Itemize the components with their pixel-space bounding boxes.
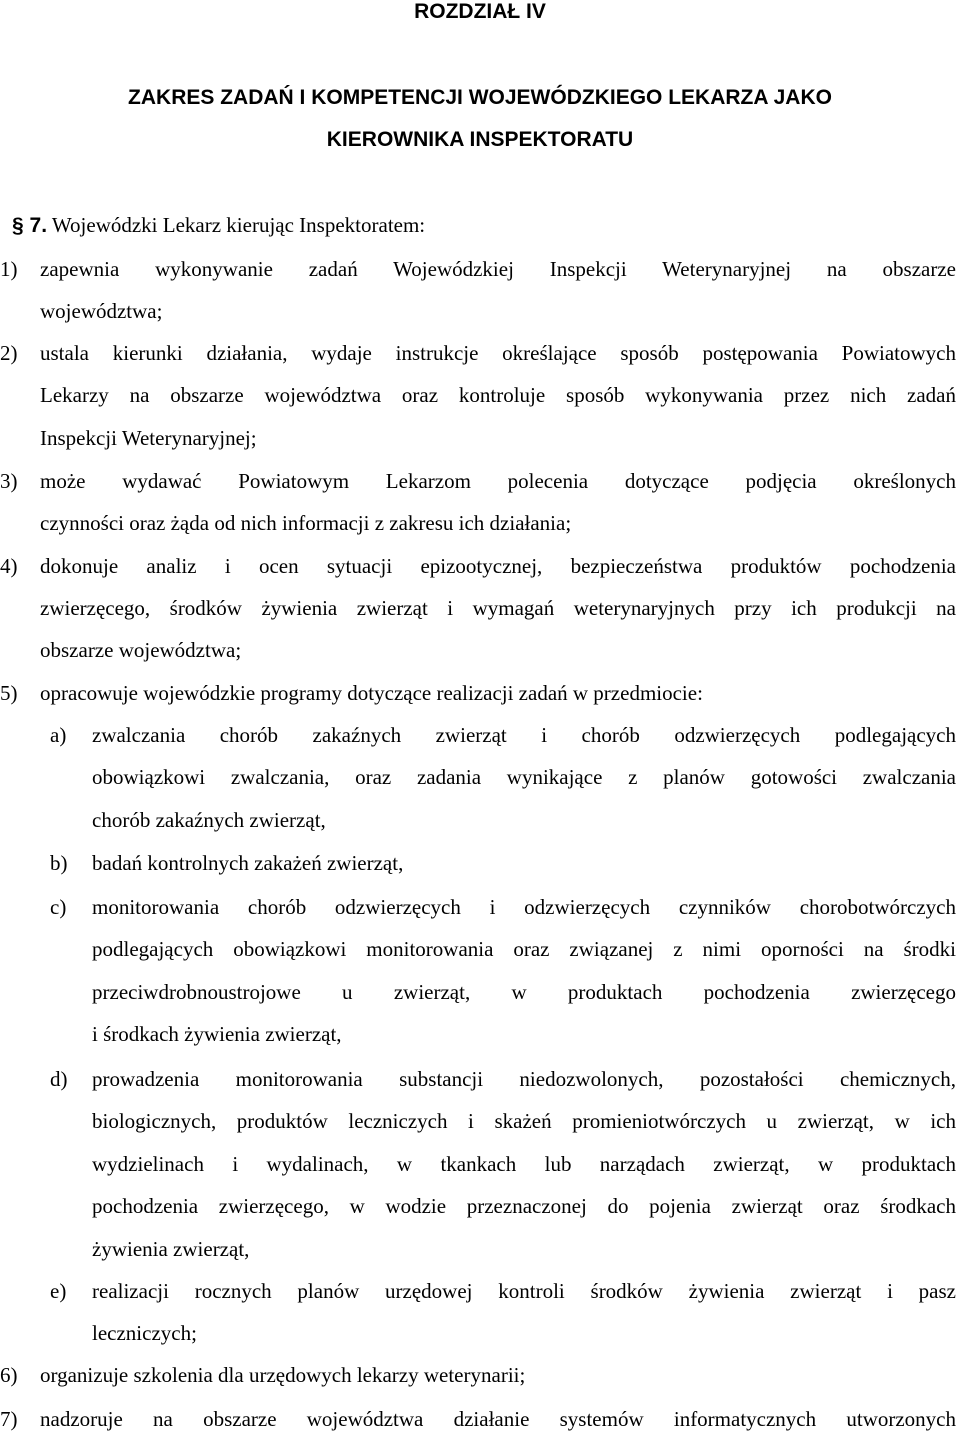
subitem-c-line-3: przeciwdrobnoustrojowe u zwierząt, w produktach pochodzenia zwierzęcego [92, 980, 956, 1004]
title-line-1: ZAKRES ZADAŃ I KOMPETENCJI WOJEWÓDZKIEGO LEKARZA JAKO [128, 86, 832, 109]
chapter-heading: ROZDZIAŁ IV [414, 0, 546, 23]
subitem-b-line-1: badań kontrolnych zakażeń zwierząt, [92, 851, 404, 875]
subitem-c-line-1: monitorowania chorób odzwierzęcych i odzwierzęcych czynników chorobotwórczych [92, 895, 956, 919]
item-5-line-1: opracowuje wojewódzkie programy dotyczące realizacji zadań w przedmiocie: [40, 681, 703, 705]
item-5-mark: 5) [0, 681, 18, 705]
item-3-mark: 3) [0, 469, 18, 493]
intro-text: Wojewódzki Lekarz kierując Inspektoratem: [51, 213, 426, 237]
subitem-e-line-2: leczniczych; [92, 1321, 197, 1345]
subitem-d-line-2: biologicznych, produktów leczniczych i skażeń promieniotwórczych u zwierząt, w ich [92, 1109, 956, 1133]
subitem-a-line-3: chorób zakaźnych zwierząt, [92, 808, 326, 832]
subitem-c-line-4: i środkach żywienia zwierząt, [92, 1022, 342, 1046]
item-2-line-2: Lekarzy na obszarze województwa oraz kontroluje sposób wykonywania przez nich zadań [40, 383, 956, 407]
subitem-d-line-1: prowadzenia monitorowania substancji niedozwolonych, pozostałości chemicznych, [92, 1067, 956, 1091]
subitem-c-line-2: podlegających obowiązkowi monitorowania oraz związanej z nimi oporności na środki [92, 937, 956, 961]
subitem-d-mark: d) [50, 1067, 68, 1091]
section-sign: § 7. [12, 214, 48, 237]
item-4-mark: 4) [0, 554, 18, 578]
subitem-c-mark: c) [50, 895, 67, 919]
item-2-line-3: Inspekcji Weterynaryjnej; [40, 426, 257, 450]
item-4-line-2: zwierzęcego, środków żywienia zwierząt i wymagań weterynaryjnych przy ich produkcji na [40, 596, 956, 620]
item-1-line-1: zapewnia wykonywanie zadań Wojewódzkiej Inspekcji Weterynaryjnej na obszarze [40, 257, 956, 281]
subitem-e-mark: e) [50, 1279, 67, 1303]
paragraph-intro [12, 212, 425, 239]
subitem-b-mark: b) [50, 851, 68, 875]
item-3-line-1: może wydawać Powiatowym Lekarzom polecenia dotyczące podjęcia określonych [40, 469, 956, 493]
item-2-line-1: ustala kierunki działania, wydaje instrukcje określające sposób postępowania Powiatowych [40, 341, 956, 365]
subitem-a-mark: a) [50, 723, 67, 747]
item-2-mark: 2) [0, 341, 18, 365]
item-7-line-1: nadzoruje na obszarze województwa działanie systemów informatycznych utworzonych [40, 1407, 956, 1431]
title-line-2: KIEROWNIKA INSPEKTORATU [326, 128, 634, 151]
item-7-mark: 7) [0, 1407, 18, 1431]
item-4-line-3: obszarze województwa; [40, 638, 242, 662]
subitem-d-line-4: pochodzenia zwierzęcego, w wodzie przeznaczonej do pojenia zwierząt oraz środkach [92, 1194, 956, 1218]
subitem-e-line-1: realizacji rocznych planów urzędowej kontroli środków żywienia zwierząt i pasz [92, 1279, 956, 1303]
subitem-a-line-1: zwalczania chorób zakaźnych zwierząt i chorób odzwierzęcych podlegających [92, 723, 956, 747]
item-6-line-1: organizuje szkolenia dla urzędowych lekarzy weterynarii; [40, 1363, 526, 1387]
item-1-mark: 1) [0, 257, 18, 281]
item-1-line-2: województwa; [40, 299, 163, 323]
subitem-a-line-2: obowiązkowi zwalczania, oraz zadania wynikające z planów gotowości zwalczania [92, 765, 956, 789]
item-4-line-1: dokonuje analiz i ocen sytuacji epizootycznej, bezpieczeństwa produktów pochodzenia [40, 554, 956, 578]
subitem-d-line-3: wydzielinach i wydalinach, w tkankach lub narządach zwierząt, w produktach [92, 1152, 956, 1176]
subitem-d-line-5: żywienia zwierząt, [92, 1237, 250, 1261]
item-6-mark: 6) [0, 1363, 18, 1387]
item-3-line-2: czynności oraz żąda od nich informacji z zakresu ich działania; [40, 511, 572, 535]
